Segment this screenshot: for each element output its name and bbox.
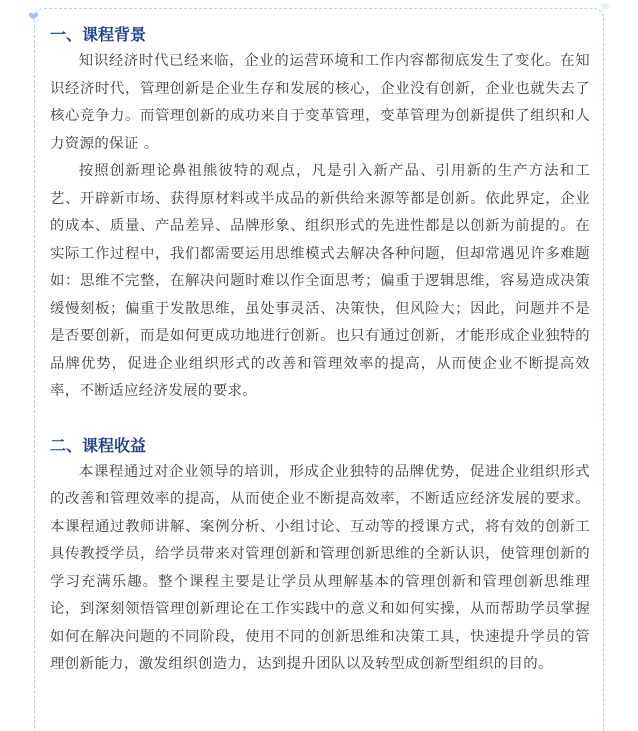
section-course-background: [50, 22, 590, 406]
section-spacer: [50, 406, 590, 433]
paragraph: 知识经济时代已经来临，企业的运营环境和工作内容都彻底发生了变化。在知识经济时代，管理创新是企业生存和发展的核心，企业没有创新，企业也就失去了核心竞争力。而管理创新的成功来自于变革管理，变革管理为创新提供了组织和人力资源的保证 。: [50, 53, 590, 152]
section-heading: 二、课程收益: [50, 435, 147, 455]
corner-glow-decoration: [598, 2, 612, 10]
paragraph: 本课程通过对企业领导的培训，形成企业独特的品牌优势，促进企业组织形式的改善和管理效率的提高，从而使企业不断提高效率，不断适应经济发展的要求。本课程通过教师讲解、案例分析、小组讨论、互动等的授课方式，将有效的创新工具传教授学员，给学员带来对管理创新和管理创新思维的全新认识，使管理创新的学习充满乐趣。整个课程主要是让学员从理解基本的管理创新和管理创新思维理论，到深刻领悟管理创新理论在工作实践中的意义和如何实操，从而帮助学员掌握如何在解决问题的不同阶段，使用不同的创新思维和决策工具，快速提升学员的管理创新能力，激发组织创造力，达到提升团队以及转型成创新型组织的目的。: [50, 463, 590, 672]
section-course-benefits: [50, 433, 590, 679]
heart-decoration-icon: ❤: [28, 10, 39, 25]
paragraph: 按照创新理论鼻祖熊彼特的观点，凡是引入新产品、引用新的生产方法和工艺、开辟新市场、获得原材料或半成品的新供给来源等都是创新。依此界定，企业的成本、质量、产品差异、品牌形象、组织形式的先进性都是以创新为前提的。在实际工作过程中，我们都需要运用思维模式去解决各种问题，但却常遇见许多难题如：思维不完整，在解决问题时难以作全面思考；偏重于逻辑思维，容易造成决策缓慢刻板；偏重于发散思维，虽处事灵活、决策快，但风险大；因此，问题并不是是否要创新，而是如何更成功地进行创新。也只有通过创新，才能形成企业独特的品牌优势，促进企业组织形式的改善和管理效率的提高，从而使企业不断提高效率，不断适应经济发展的要求。: [50, 163, 590, 399]
section-heading: 一、课程背景: [50, 25, 147, 44]
article-body: [50, 22, 590, 679]
